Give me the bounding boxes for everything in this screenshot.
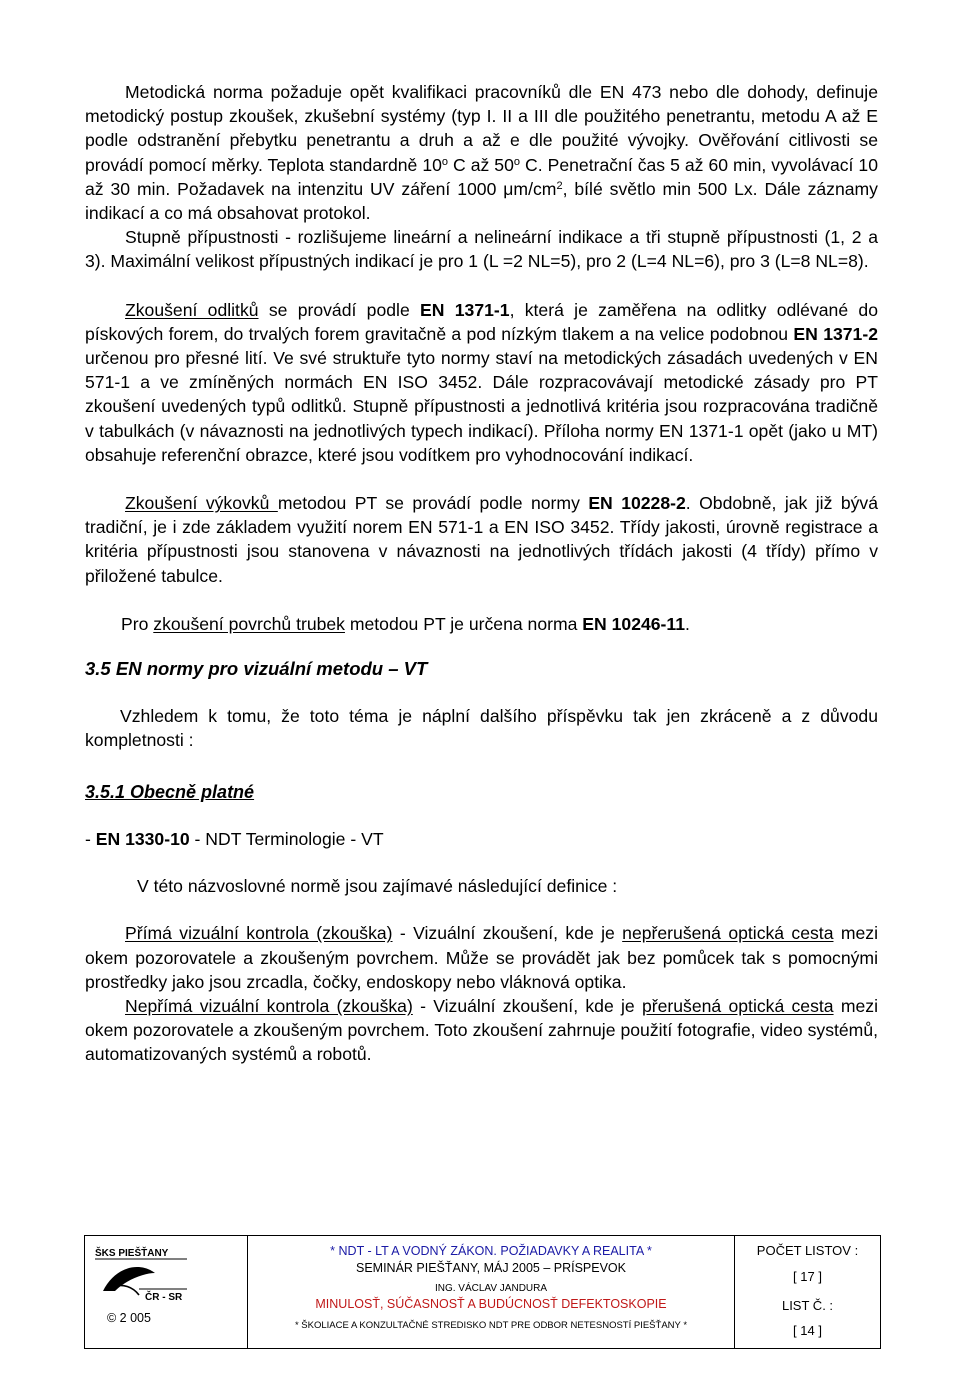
paragraph-castings: Zkoušení odlitků se provádí podle EN 1371-1, která je zaměřena na odlitky odlévané do pískových forem, do trvalých forem gravitačně a pod nízkým tlakem a na velice podobnou EN 1371-2 určenou pro přesné lití. Ve své struktuře tyto normy staví na metodických zásadách uvedených v EN 571-1 a ve zmíněných normách EN ISO 3452. Dále rozpracovávají metodické zásady pro PT zkoušení uvedených typů odlitků. Stupně přípustnosti a jednotlivá kritéria jsou rozpracována tradičně v tabulkách (v návaznosti na jednotlivých typech indikací). Příloha normy EN 1371-1 opět (jako u MT) obsahuje referenční obrazce, které jsou vodítkem pro vyhodnocování indikací. (85, 299, 878, 465)
footer-seminar-title: * NDT - LT A VODNÝ ZÁKON. POŽIADAVKY A REALITA * (330, 1244, 652, 1258)
section-heading-3-5: 3.5 EN normy pro vizuální metodu – VT (85, 658, 428, 680)
paragraph-forgings: Zkoušení výkovků metodou PT se provádí podle normy EN 10228-2. Obdobně, jak již bývá tradiční, je i zde základem využití norem EN 571-1 a EN ISO 3452. Třídy jakosti, úrovně registrace a kritéria přípustnosti jsou stanovena v návaznosti na jednotlivých třídách jakosti (4 třídy) přímo v přiložené tabulce. (85, 493, 878, 586)
footer-center-cell (248, 1236, 735, 1348)
footer-author: ING. VÁCLAV JANDURA (434, 1283, 548, 1294)
paragraph-tubes: Pro zkoušení povrchů trubek metodou PT je určena norma EN 10246-11. (121, 613, 690, 634)
footer-count-value: [ 17 ] (793, 1269, 822, 1284)
definition-indirect-visual: Nepřímá vizuální kontrola (zkouška) - Vizuální zkoušení, kde je přerušená optická cesta mezi okem pozorovatele a zkoušeným povrchem. Toto zkoušení zahrnuje použití fotografie, video systémů, automatizovaných systémů a robotů. (85, 996, 878, 1065)
footer-logo-cell (85, 1236, 248, 1348)
footer-sheet-value: [ 14 ] (793, 1323, 822, 1338)
paragraph-acceptance-levels: Stupně přípustnosti - rozlišujeme lineární a nelineární indikace a tři stupně přípustnosti (1, 2 a 3). Maximální velikost přípustných indikací je pro 1 (L =2 NL=5), pro 2 (L=4 NL=6), pro 3 (L=8 NL=8). (85, 227, 878, 272)
sks-logo-icon (93, 1243, 189, 1301)
footer-count-label: POČET LISTOV : (756, 1243, 859, 1258)
paragraph-pt-methodology: Metodická norma požaduje opět kvalifikaci pracovníků dle EN 473 nebo dle dohody, definuje metodický postup zkoušek, zkušební systémy (typ I. II a III dle použitého penetrantu, metodu A až E podle odstranění přebytku penetrantu a druh a až e dle použité vývojky. Ověřování citlivosti se provádí pomocí měrky. Teplota standardně 10$^o$ C až 50$^o$ C. Penetrační čas 5 až 60 min, vyvolávací 10 až 30 min. Požadavek na intenzitu UV záření 1000 $\mu m/cm^2$, bílé světlo min 500 Lx. Dále záznamy indikací a co má obsahovat protokol. (85, 82, 878, 224)
footer-seminar-info: SEMINÁR PIEŠŤANY, MÁJ 2005 – PRÍSPEVOK (355, 1261, 626, 1275)
footer-page-cell (735, 1236, 880, 1348)
footer-sheet-label: LIST Č. : (781, 1298, 834, 1313)
page-footer (84, 1235, 881, 1349)
document-body (85, 80, 878, 1067)
section-heading-3-5-1: 3.5.1 Obecně platné (85, 782, 255, 803)
paragraph-intro-vt: Vzhledem k tomu, že toto téma je náplní dalšího příspěvku tak jen zkráceně a z důvodu kompletnosti : (85, 706, 878, 751)
bullet-en-1330-10: - EN 1330-10 - NDT Terminologie - VT (85, 829, 384, 850)
paragraph-definitions-intro: V této názvoslovné normě jsou zajímavé následující definice : (137, 876, 618, 897)
footer-copyright: © 2 005 (107, 1311, 151, 1325)
logo-bottom-text: ČR - SR (145, 1292, 183, 1301)
definition-direct-visual: Přímá vizuální kontrola (zkouška) - Vizuální zkoušení, kde je nepřerušená optická cesta mezi okem pozorovatele a zkoušeným povrchem. Může se provádět jak bez pomůcek tak s pomocnými prostředky jako jsou zrcadla, čočky, endoskopy nebo vláknová optika. (85, 923, 878, 992)
logo-top-text: ŠKS PIEŠŤANY (95, 1248, 169, 1259)
footer-organisation: * ŠKOLIACE A KONZULTAČNÉ STREDISKO NDT PRE ODBOR NETESNOSTÍ PIEŠŤANY * (294, 1320, 688, 1331)
footer-motto: MINULOSŤ, SÚČASNOSŤ A BUDÚCNOSŤ DEFEKTOSKOPIE (315, 1297, 667, 1311)
